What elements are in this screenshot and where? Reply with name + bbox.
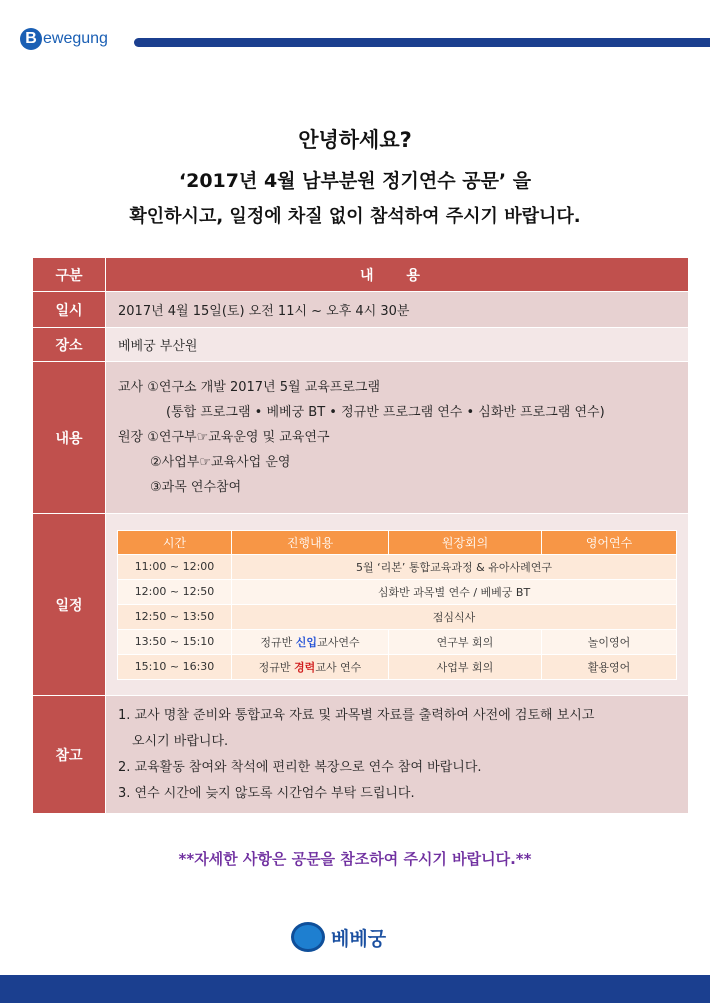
logo-mark: B <box>20 28 42 50</box>
content-line: (통합 프로그램 • 베베궁 BT • 정규반 프로그램 연수 • 심화반 프로그램 연수) <box>166 405 605 420</box>
schedule-merged: 점심식사 <box>232 604 677 629</box>
content-row <box>33 362 689 514</box>
date-label: 일시 <box>33 292 106 328</box>
schedule-time: 11:00 ~ 12:00 <box>118 554 232 579</box>
note-row <box>33 696 689 814</box>
intro-line-3: 확인하시고, 일정에 차질 없이 참석하여 주시기 바랍니다. <box>129 206 581 227</box>
date-value: 2017년 4월 15일(토) 오전 11시 ~ 오후 4시 30분 <box>106 292 689 328</box>
content-line: ③과목 연수참여 <box>150 480 242 495</box>
table-header-row <box>33 258 689 292</box>
content-prefix: 정규반 <box>260 635 296 649</box>
logo-text: ewegung <box>43 30 108 47</box>
content-line: 원장 ①연구부☞교육운영 및 교육연구 <box>118 430 330 445</box>
bebegung-logo <box>291 922 386 952</box>
place-label: 장소 <box>33 328 106 362</box>
schedule-english: 활용영어 <box>542 654 677 679</box>
footer-bar <box>0 975 710 1003</box>
content-line: 교사 ①연구소 개발 2017년 5월 교육프로그램 <box>118 380 381 395</box>
logo-circle-icon <box>291 922 325 952</box>
col-meeting: 원장회의 <box>389 530 542 554</box>
greeting: 안녕하세요? <box>298 128 412 152</box>
schedule-merged: 5월 ‘리본’ 통합교육과정 & 유아사례연구 <box>232 554 677 579</box>
schedule-content <box>232 654 389 679</box>
note-line: 오시기 바랍니다. <box>132 733 229 749</box>
content-lines <box>118 375 688 500</box>
schedule-meeting: 연구부 회의 <box>389 629 542 654</box>
schedule-merged: 심화반 과목별 연수 / 베베궁 BT <box>232 579 677 604</box>
schedule-time: 12:50 ~ 13:50 <box>118 604 232 629</box>
info-table <box>32 257 689 814</box>
schedule-row-item <box>118 629 677 654</box>
highlight-career: 경력 <box>294 660 316 674</box>
schedule-english: 놀이영어 <box>542 629 677 654</box>
content-prefix: 정규반 <box>258 660 295 674</box>
schedule-row <box>33 514 689 696</box>
schedule-row-item <box>118 554 677 579</box>
reference-notice: **자세한 사항은 공문을 참조하여 주시기 바랍니다.** <box>178 850 532 868</box>
schedule-table <box>117 530 677 680</box>
note-lines <box>118 703 688 807</box>
header-value: 내 용 <box>106 258 689 292</box>
note-line: 2. 교육활동 참여와 착석에 편리한 복장으로 연수 참여 바랍니다. <box>118 759 482 775</box>
highlight-new: 신입 <box>295 635 318 649</box>
col-english: 영어연수 <box>542 530 677 554</box>
content-line: ②사업부☞교육사업 운영 <box>150 455 291 470</box>
schedule-row-item <box>118 604 677 629</box>
intro-line-2: ‘2017년 4월 남부분원 정기연수 공문’ 을 <box>178 170 532 192</box>
place-row <box>33 328 689 362</box>
date-row <box>33 292 689 328</box>
schedule-content <box>232 629 389 654</box>
content-suffix: 교사 연수 <box>315 660 362 674</box>
schedule-time: 15:10 ~ 16:30 <box>118 654 232 679</box>
schedule-row-item <box>118 579 677 604</box>
schedule-time: 12:00 ~ 12:50 <box>118 579 232 604</box>
note-line: 3. 연수 시간에 늦지 않도록 시간엄수 부탁 드립니다. <box>118 785 415 801</box>
schedule-time: 13:50 ~ 15:10 <box>118 629 232 654</box>
note-line: 1. 교사 명찰 준비와 통합교육 자료 및 과목별 자료를 출력하여 사전에 검토해 보시고 <box>118 707 595 723</box>
schedule-row-item <box>118 654 677 679</box>
schedule-label: 일정 <box>33 514 106 696</box>
schedule-meeting: 사업부 회의 <box>389 654 542 679</box>
place-value: 베베궁 부산원 <box>106 328 689 362</box>
col-time: 시간 <box>118 530 232 554</box>
footer-logo-text: 베베궁 <box>331 927 387 950</box>
schedule-header-row <box>118 530 677 554</box>
content-suffix: 교사연수 <box>317 635 360 649</box>
bewegung-logo <box>20 28 108 50</box>
col-content: 진행내용 <box>232 530 389 554</box>
header-label: 구분 <box>33 258 106 292</box>
header-bar <box>134 38 710 47</box>
note-label: 참고 <box>33 696 106 814</box>
content-label: 내용 <box>33 362 106 514</box>
